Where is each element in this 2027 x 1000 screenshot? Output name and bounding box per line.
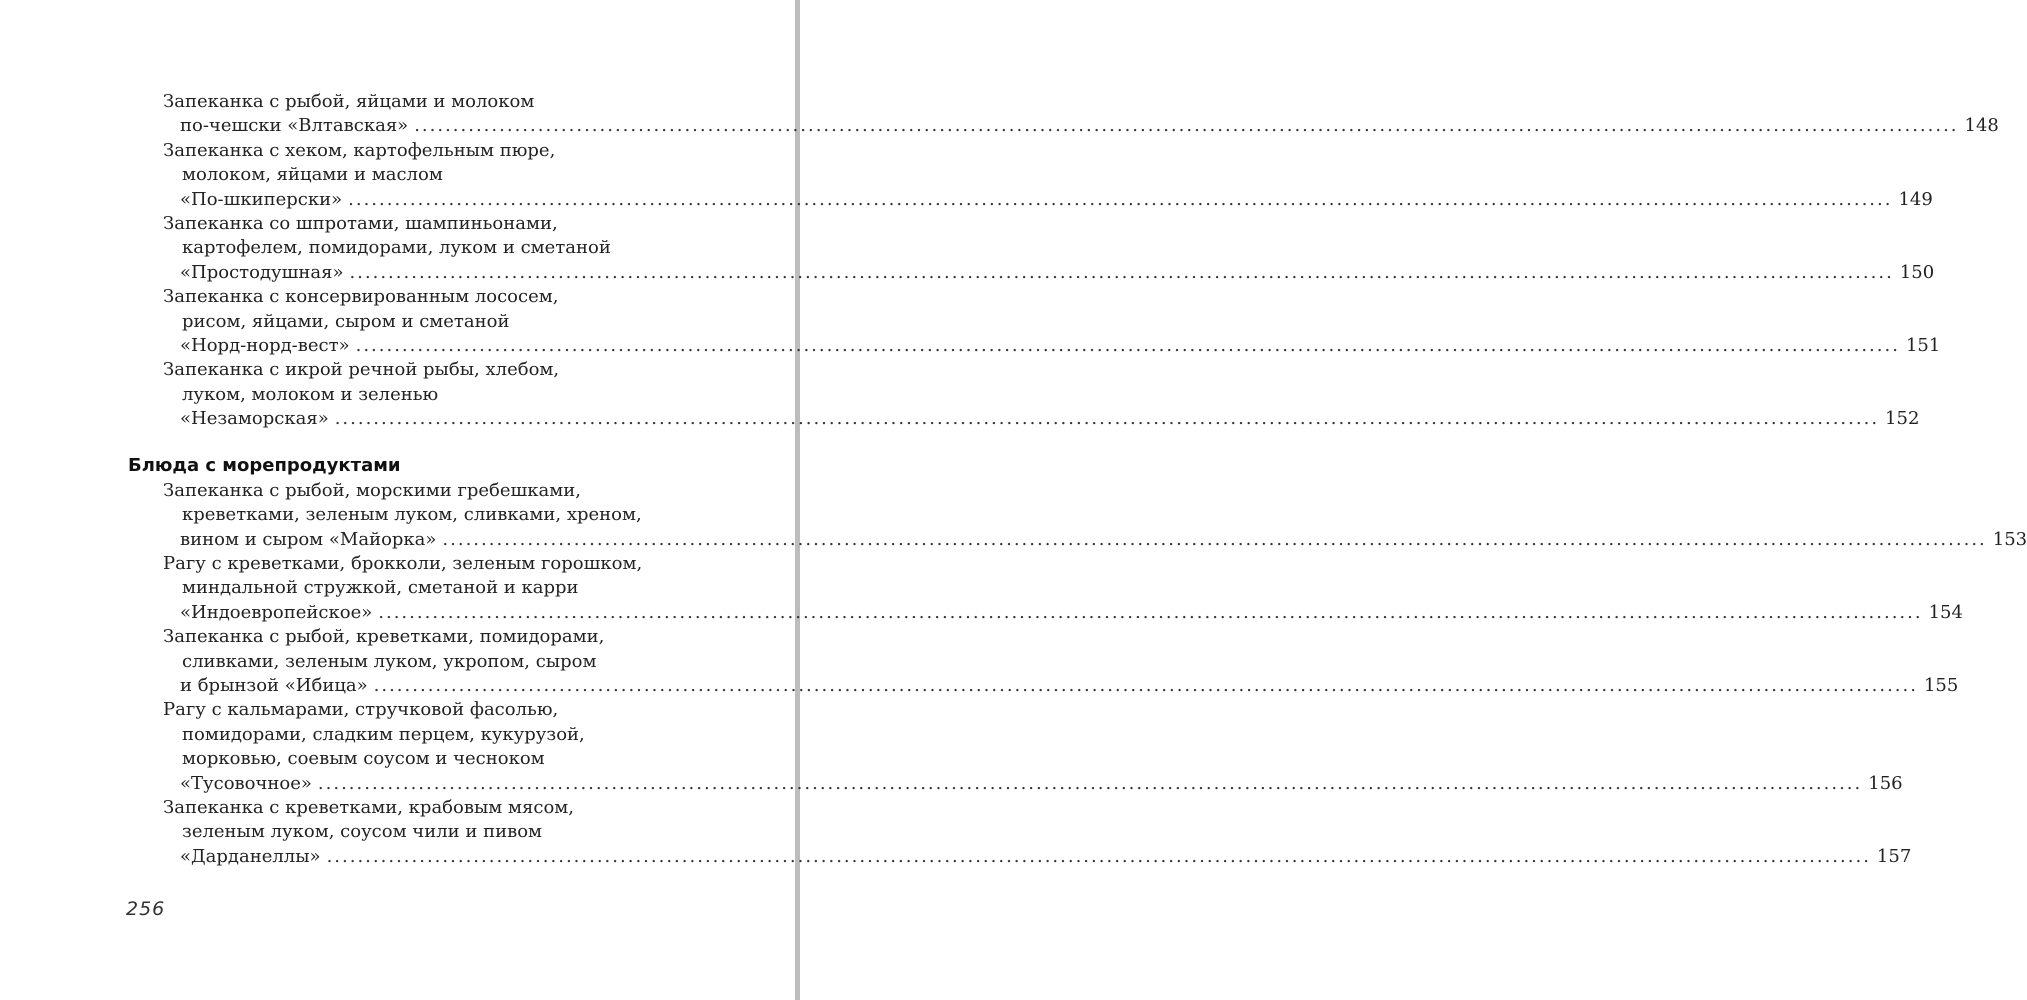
leader-dots: ........................................................................................................................................................................................................ (373, 675, 1918, 696)
toc-entry-line: креветками, зеленым луком, сливками, хреном, (182, 504, 642, 526)
leader-dots: ........................................................................................................................................................................................................ (317, 772, 1863, 794)
toc-page-ref: 151 (1905, 334, 1941, 356)
toc-page-ref: 149 (1898, 188, 1933, 210)
toc-entry (0, 625, 1959, 698)
section-heading: Блюда с морепродуктами (128, 455, 401, 477)
toc-entry (0, 698, 1903, 796)
toc-entry-line: луком, молоком и зеленью (182, 383, 439, 405)
toc-entry-line: молоком, яйцами и маслом (182, 164, 443, 186)
leader-dots: ........................................................................................................................................................................................................ (326, 845, 1871, 867)
toc-entry (0, 358, 1920, 431)
toc-entry-last-line (0, 114, 1999, 138)
toc-entry-line: Запеканка с рыбой, морскими гребешками, (163, 479, 581, 501)
toc-entry-title: «Норд-норд-вест» (180, 334, 350, 356)
leader-dots: ........................................................................................................................................................................................................ (442, 528, 1987, 550)
toc-entry (0, 552, 1963, 625)
toc-entry-title: «Дарданеллы» (180, 845, 321, 867)
toc-entry-title: по-чешски «Влтавская» (180, 115, 409, 137)
leader-dots: ........................................................................................................................................................................................................ (349, 261, 1894, 283)
leader-dots: ........................................................................................................................................................................................................ (355, 334, 1900, 356)
toc-entry-line: Запеканка с консервированным лососем, (163, 286, 559, 308)
toc-entry-line: помидорами, сладким перцем, кукурузой, (182, 723, 585, 745)
toc-entry (0, 139, 1933, 212)
toc-entry-line: Запеканка с креветками, крабовым мясом, (163, 796, 575, 818)
toc-entry (0, 796, 1912, 869)
toc-entry-title: «Простодушная» (180, 261, 344, 283)
toc-group-fish (0, 90, 1999, 431)
toc-group-seafood (0, 479, 2027, 869)
toc-entry-line: Запеканка с хеком, картофельным пюре, (163, 139, 556, 161)
toc-entry-line: Запеканка со шпротами, шампиньонами, (163, 212, 558, 234)
toc-entry-last-line (0, 601, 1963, 625)
leader-dots: ........................................................................................................................................................................................................ (334, 408, 1880, 430)
toc-entry-line: Запеканка с рыбой, креветками, помидорами, (163, 626, 605, 648)
toc-page-ref: 153 (1992, 528, 2027, 550)
toc-entry-title: «Незаморская» (180, 408, 329, 430)
toc-page-ref: 157 (1876, 845, 1912, 867)
toc-entry-last-line (0, 334, 1941, 358)
toc-entry (0, 285, 1941, 358)
leader-dots: ........................................................................................................................................................................................................ (348, 188, 1893, 210)
toc-entry-line: Рагу с кальмарами, стручковой фасолью, (163, 699, 559, 721)
toc-entry-last-line (0, 772, 1903, 796)
toc-entry-title: «Тусовочное» (180, 772, 312, 794)
toc-entry-line: Запеканка с рыбой, яйцами и молоком (163, 91, 535, 112)
toc-entry-line: Рагу с креветками, брокколи, зеленым горошком, (163, 553, 643, 575)
toc-entry-last-line (0, 407, 1920, 431)
toc-entry-line: рисом, яйцами, сыром и сметаной (182, 310, 510, 332)
toc-entry (0, 90, 1999, 139)
toc-page-ref: 148 (1964, 115, 1999, 137)
table-of-contents (0, 90, 2027, 869)
toc-page-ref: 156 (1868, 772, 1903, 794)
toc-entry (0, 479, 2027, 552)
page-number: 256 (126, 898, 166, 920)
toc-entry-line: картофелем, помидорами, луком и сметаной (182, 237, 611, 259)
toc-page-ref: 155 (1923, 675, 1959, 696)
toc-page-ref: 150 (1899, 261, 1935, 283)
toc-entry-title: «Индоевропейское» (180, 601, 373, 623)
toc-entry-line: морковью, соевым соусом и чесноком (182, 748, 545, 770)
toc-page-ref: 154 (1928, 601, 1963, 623)
toc-entry-last-line (0, 528, 2027, 552)
toc-entry-last-line (0, 674, 1959, 698)
toc-entry (0, 212, 1935, 285)
toc-entry-last-line (0, 845, 1912, 869)
toc-entry-line: миндальной стружкой, сметаной и карри (182, 577, 579, 599)
toc-entry-line: Запеканка с икрой речной рыбы, хлебом, (163, 359, 560, 381)
toc-entry-title: вином и сыром «Майорка» (180, 528, 437, 550)
toc-entry-title: и брынзой «Ибица» (180, 675, 368, 696)
toc-entry-last-line (0, 261, 1935, 285)
toc-entry-title: «По-шкиперски» (180, 188, 343, 210)
toc-entry-line: сливками, зеленым луком, укропом, сыром (182, 650, 597, 672)
leader-dots: ........................................................................................................................................................................................................ (414, 115, 1959, 137)
toc-entry-last-line (0, 188, 1933, 212)
toc-page-ref: 152 (1885, 408, 1920, 430)
toc-entry-line: зеленым луком, соусом чили и пивом (182, 821, 543, 843)
leader-dots: ........................................................................................................................................................................................................ (378, 601, 1923, 623)
